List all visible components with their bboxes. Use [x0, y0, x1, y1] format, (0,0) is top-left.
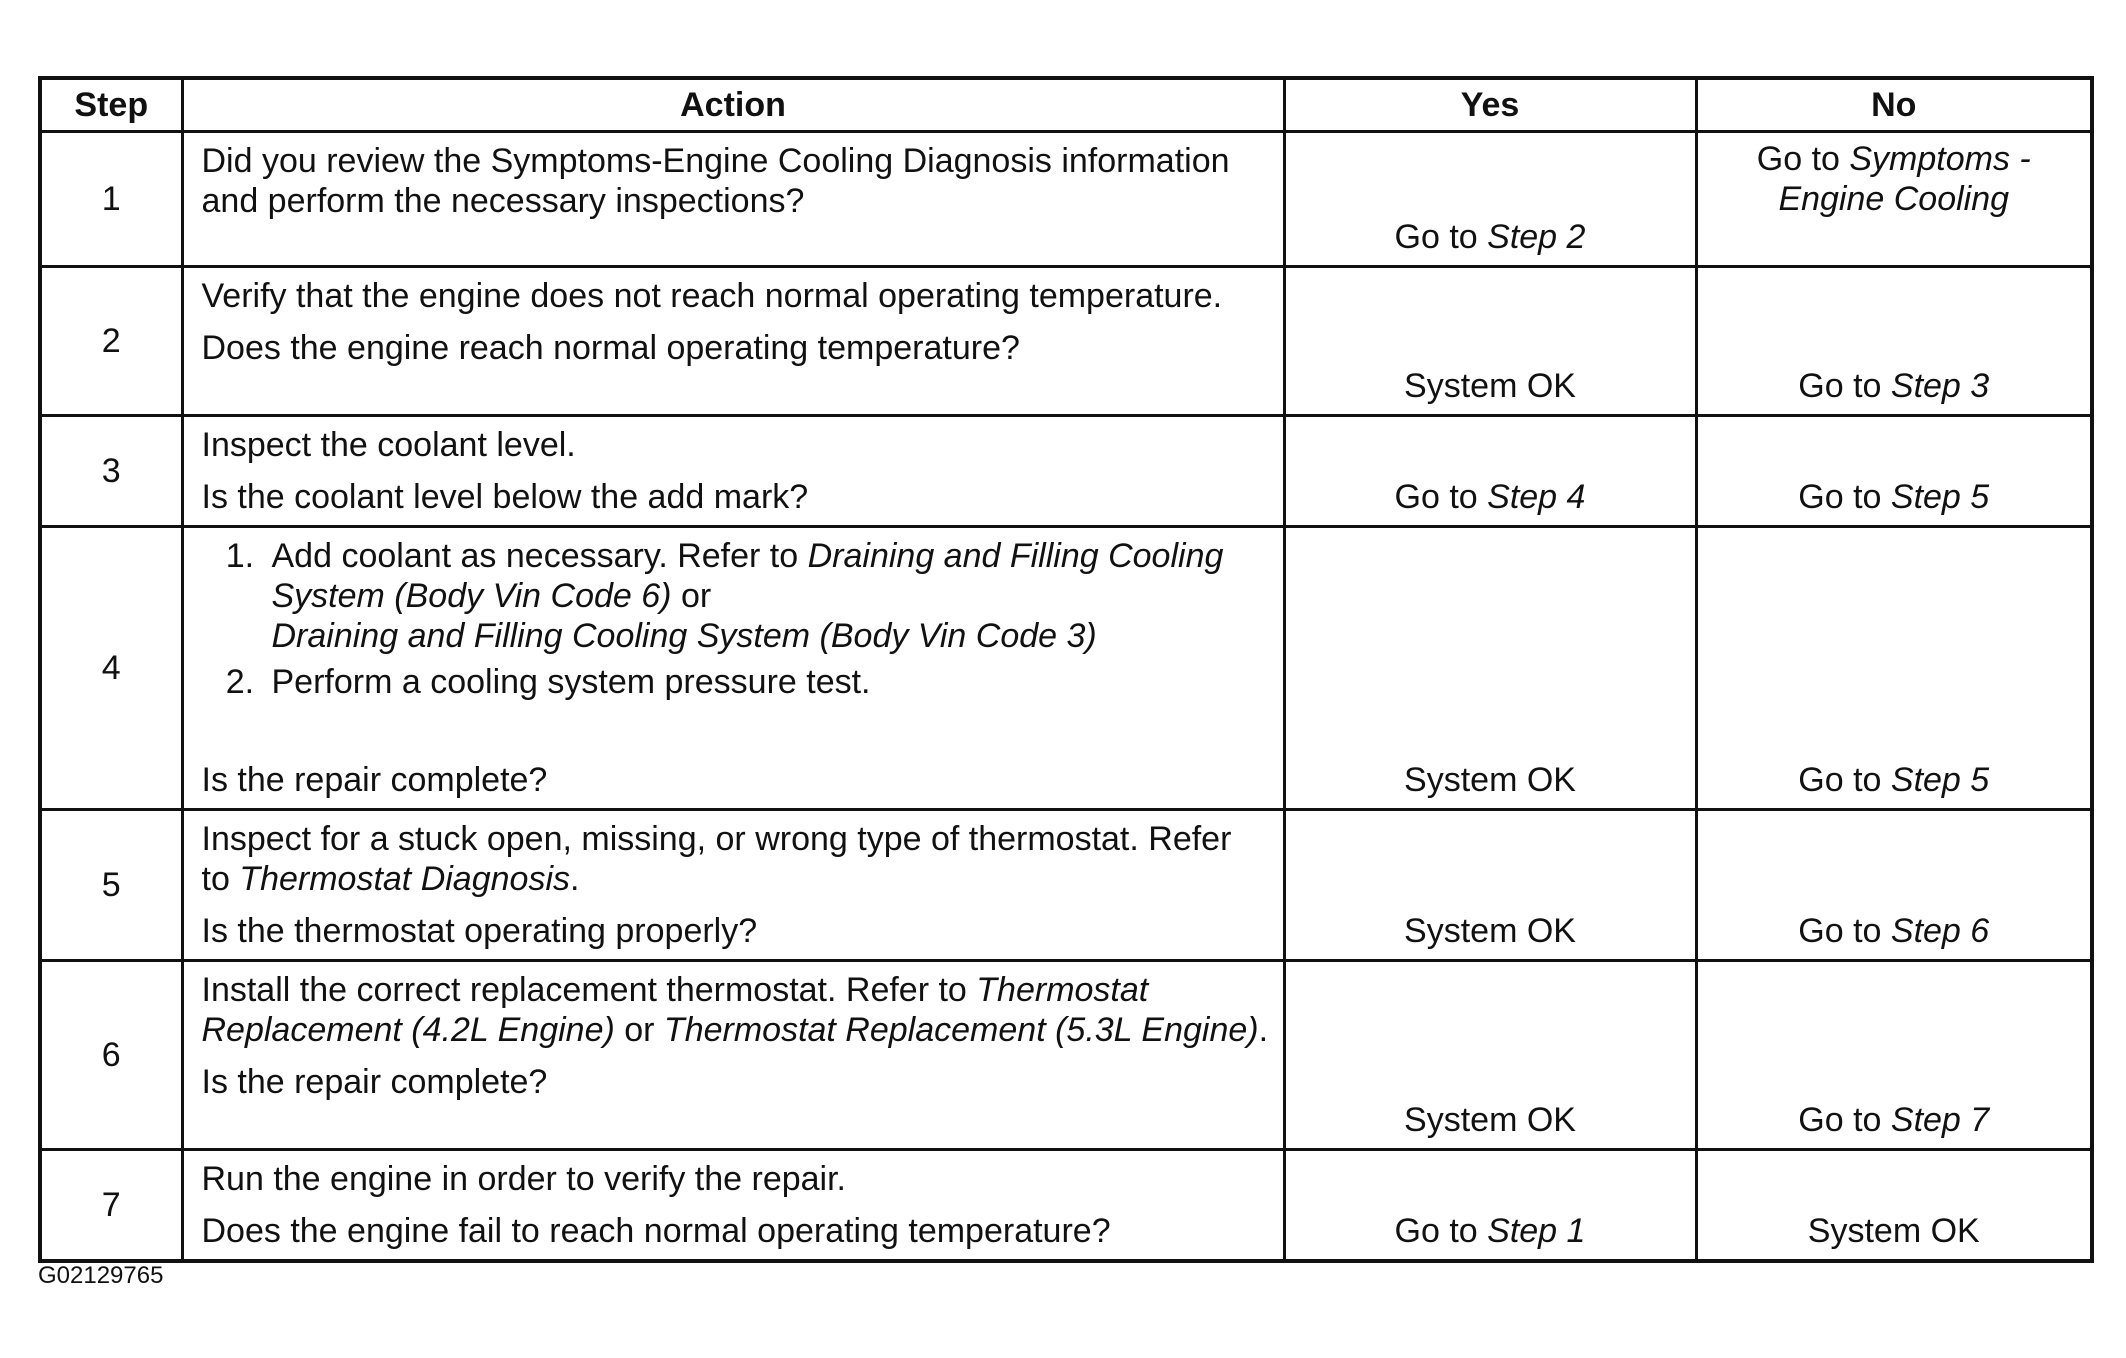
table-row: [40, 416, 2092, 527]
no-prefix: Go to: [1798, 761, 1891, 799]
table-row: [40, 527, 2092, 810]
yes-link[interactable]: Step 2: [1487, 218, 1586, 256]
action-question: Does the engine fail to reach normal operating temperature?: [201, 1212, 1111, 1250]
procedure-link[interactable]: Draining and Filling Cooling System (Body Vin Code 3): [271, 617, 1097, 655]
no-cell: [1696, 267, 2092, 416]
no-cell: System OK: [1696, 1150, 2092, 1262]
procedure-link[interactable]: Thermostat Replacement (4.2L Engine): [201, 971, 1149, 1049]
no-link[interactable]: Step 6: [1890, 912, 1990, 950]
table-row: [40, 810, 2092, 961]
action-cell: [182, 527, 1284, 810]
action-text: [202, 819, 1269, 899]
action-question: Does the engine reach normal operating temperature?: [201, 329, 1020, 367]
procedure-link[interactable]: Draining and Filling Cooling System (Body Vin Code 6): [271, 537, 1224, 615]
header-step: Step: [40, 78, 182, 132]
action-cell: [182, 961, 1284, 1150]
action-text: [202, 970, 1269, 1050]
action-question: Is the repair complete?: [201, 761, 548, 799]
yes-link[interactable]: Step 1: [1487, 1212, 1586, 1250]
figure-id: G02129765: [38, 1262, 164, 1289]
yes-cell: [1284, 416, 1696, 527]
no-cell: [1696, 527, 2092, 810]
action-cell: [182, 267, 1284, 416]
yes-prefix: Go to: [1394, 218, 1488, 256]
no-cell: [1696, 416, 2092, 527]
action-text-span: .: [570, 860, 580, 898]
yes-cell: System OK: [1284, 810, 1696, 961]
action-cell: [182, 1150, 1284, 1262]
action-question: Is the repair complete?: [201, 1063, 548, 1101]
no-prefix: Go to: [1798, 912, 1891, 950]
header-no: No: [1696, 78, 2092, 132]
yes-cell: System OK: [1284, 267, 1696, 416]
procedure-link[interactable]: Thermostat Replacement (5.3L Engine): [663, 1011, 1259, 1049]
yes-link[interactable]: Step 4: [1487, 478, 1586, 516]
action-list: [202, 536, 1269, 702]
yes-cell: System OK: [1284, 961, 1696, 1150]
no-link[interactable]: Step 7: [1890, 1101, 1990, 1139]
header-action: Action: [182, 78, 1284, 132]
no-link[interactable]: Step 3: [1890, 367, 1990, 405]
action-cell: [182, 810, 1284, 961]
list-item: [264, 536, 1269, 656]
action-text-span: .: [1258, 1011, 1269, 1049]
yes-prefix: Go to: [1394, 1212, 1488, 1250]
action-text: Did you review the Symptoms-Engine Cooling Diagnosis information and perform the necessary inspections?: [201, 142, 1230, 220]
no-link[interactable]: Step 5: [1890, 761, 1990, 799]
no-cell: [1696, 132, 2092, 267]
table-row: [40, 132, 2092, 267]
no-cell: [1696, 810, 2092, 961]
step-number: 1: [40, 132, 182, 267]
action-cell: [182, 132, 1284, 267]
step-number: 2: [40, 267, 182, 416]
yes-cell: [1284, 132, 1696, 267]
list-item-text: or: [671, 577, 712, 615]
yes-prefix: Go to: [1394, 478, 1488, 516]
procedure-link[interactable]: Thermostat Diagnosis: [239, 860, 570, 898]
step-number: 5: [40, 810, 182, 961]
action-text: Verify that the engine does not reach normal operating temperature.: [201, 277, 1223, 315]
action-text-span: or: [614, 1011, 664, 1049]
step-number: 4: [40, 527, 182, 810]
list-item: 2. Perform a cooling system pressure test.: [264, 662, 1269, 702]
no-prefix: Go to: [1756, 140, 1850, 178]
no-prefix: Go to: [1798, 1101, 1891, 1139]
step-number: 7: [40, 1150, 182, 1262]
action-question: Is the coolant level below the add mark?: [201, 478, 809, 516]
action-text: Run the engine in order to verify the repair.: [201, 1160, 846, 1198]
action-text: Inspect the coolant level.: [201, 426, 576, 464]
no-link[interactable]: Symptoms - Engine Cooling: [1778, 140, 2031, 218]
header-yes: Yes: [1284, 78, 1696, 132]
yes-cell: System OK: [1284, 527, 1696, 810]
no-prefix: Go to: [1798, 367, 1891, 405]
action-question: Is the thermostat operating properly?: [201, 912, 758, 950]
step-number: 6: [40, 961, 182, 1150]
action-text-span: Inspect for a stuck open, missing, or wrong type of thermostat. Refer to: [201, 820, 1232, 898]
yes-cell: [1284, 1150, 1696, 1262]
step-number: 3: [40, 416, 182, 527]
no-prefix: Go to: [1798, 478, 1891, 516]
table-row: [40, 961, 2092, 1150]
list-item-text: Add coolant as necessary. Refer to: [271, 537, 808, 575]
diagnostic-table: [38, 76, 2094, 1263]
table-row: [40, 267, 2092, 416]
table-row: [40, 1150, 2092, 1262]
no-link[interactable]: Step 5: [1890, 478, 1990, 516]
action-cell: [182, 416, 1284, 527]
no-cell: [1696, 961, 2092, 1150]
action-text-span: Install the correct replacement thermostat. Refer to: [201, 971, 977, 1009]
header-row: [40, 78, 2092, 132]
